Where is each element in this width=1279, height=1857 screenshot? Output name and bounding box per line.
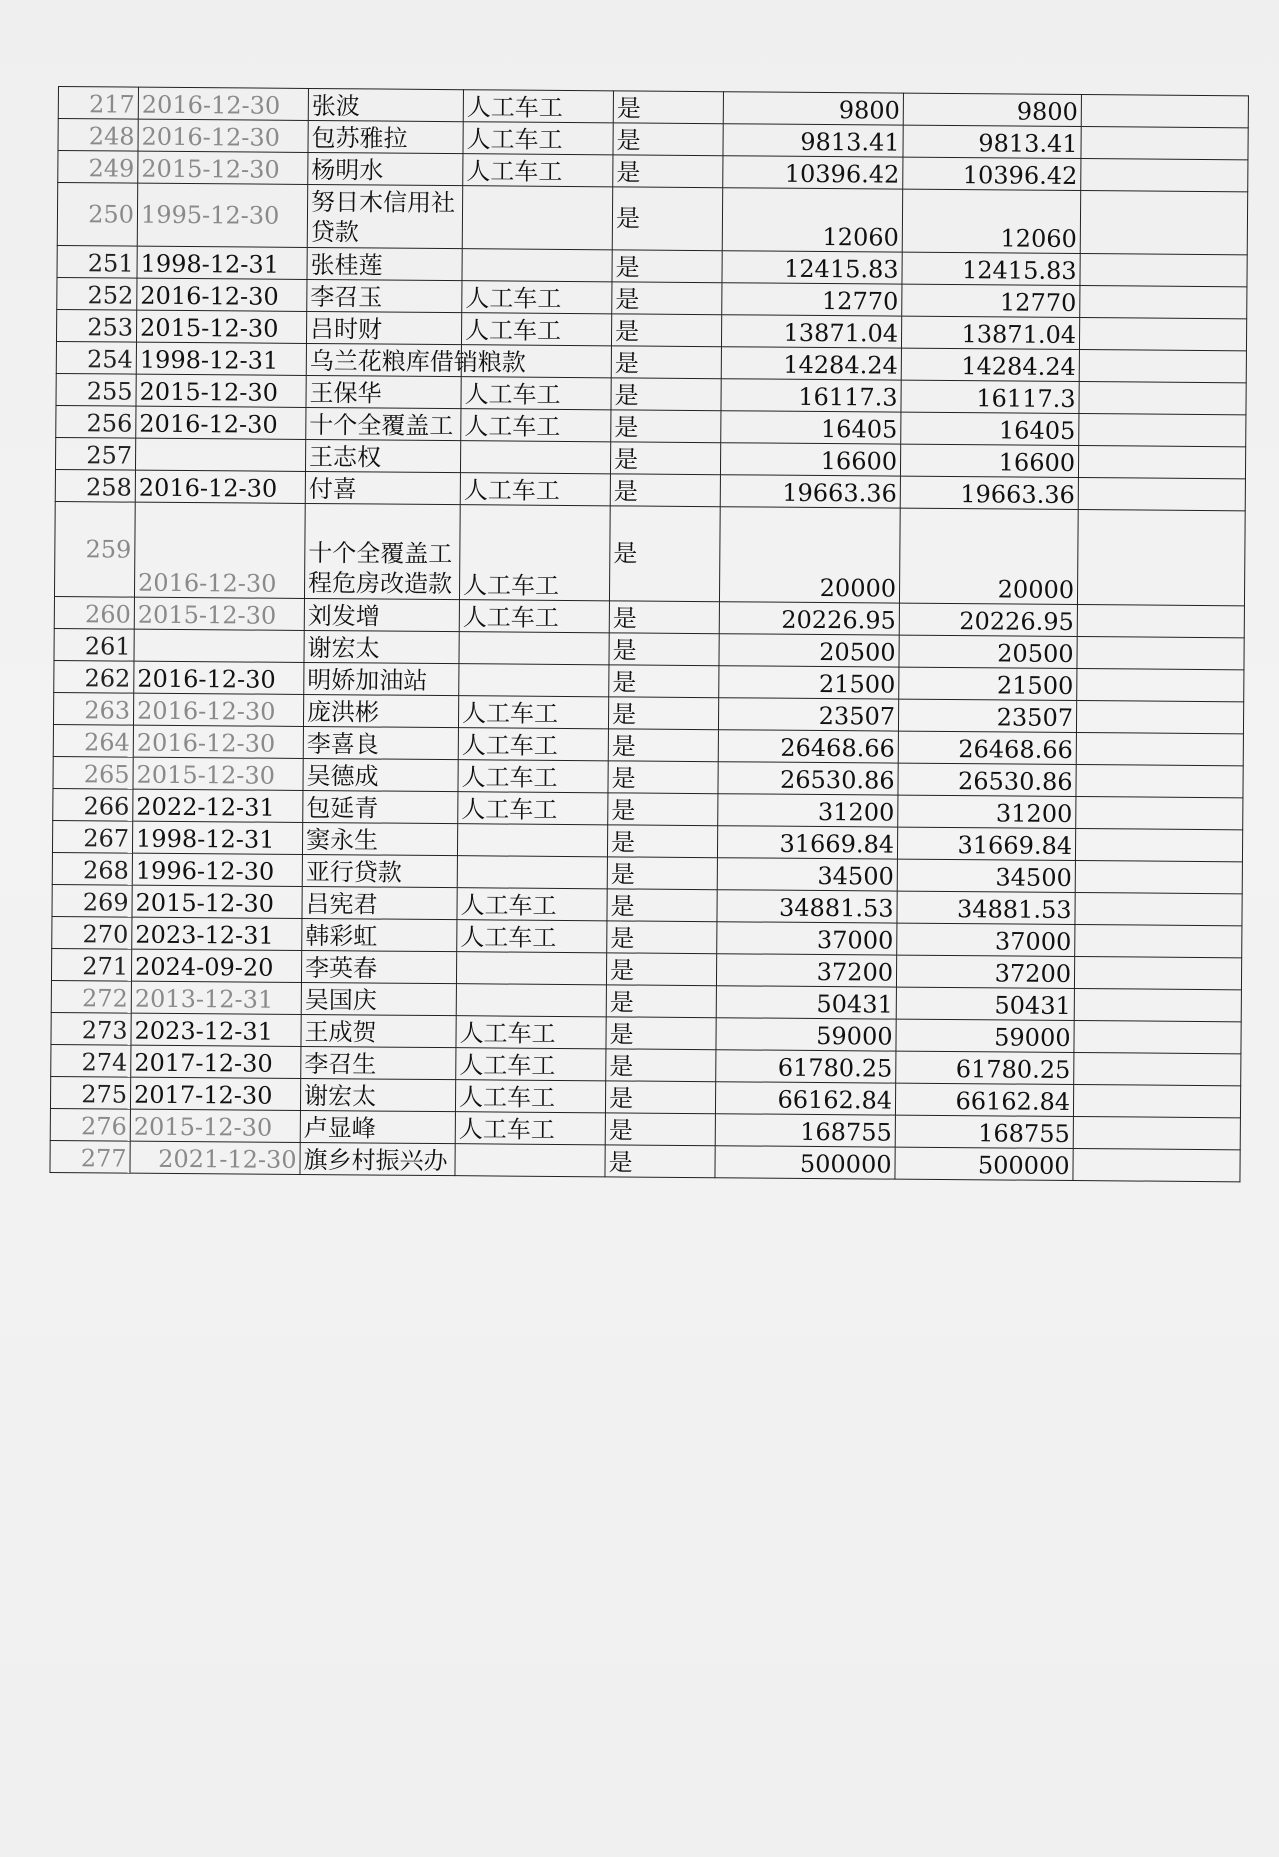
row-amount-2: 66162.84	[895, 1083, 1073, 1116]
row-name: 张桂莲	[307, 247, 462, 280]
row-amount-2: 20226.95	[899, 603, 1077, 636]
row-amount-1: 66162.84	[715, 1082, 895, 1115]
row-flag: 是	[605, 1145, 715, 1178]
row-number: 250	[57, 183, 137, 247]
row-type	[456, 952, 606, 985]
row-date: 2016-12-30	[135, 470, 305, 503]
row-date: 1998-12-31	[136, 342, 306, 375]
row-type: 人工车工	[456, 1016, 606, 1049]
row-number: 272	[51, 980, 131, 1013]
row-empty-cell	[1079, 414, 1246, 447]
row-type: 人工车工	[459, 600, 609, 633]
row-amount-2: 26468.66	[898, 731, 1076, 764]
row-name: 十个全覆盖工程危房改造款	[304, 503, 460, 599]
row-empty-cell	[1078, 478, 1245, 511]
row-amount-2: 16600	[900, 444, 1078, 477]
row-flag: 是	[612, 187, 722, 251]
row-flag: 是	[611, 314, 721, 347]
row-amount-1: 10396.42	[723, 156, 903, 189]
row-empty-cell	[1076, 765, 1243, 798]
row-number: 261	[54, 628, 134, 661]
row-type: 人工车工	[463, 154, 613, 187]
row-number: 263	[53, 692, 133, 725]
row-flag: 是	[607, 889, 717, 922]
row-amount-1: 168755	[715, 1114, 895, 1147]
row-amount-1: 61780.25	[716, 1050, 896, 1083]
row-type	[460, 441, 610, 474]
table-row	[54, 501, 1245, 605]
row-date: 2016-12-30	[133, 725, 303, 758]
row-empty-cell	[1080, 254, 1247, 287]
row-amount-1: 9800	[723, 92, 903, 125]
row-type	[456, 984, 606, 1017]
row-number: 276	[50, 1108, 130, 1141]
row-date: 2015-12-30	[138, 151, 308, 184]
row-empty-cell	[1076, 701, 1243, 734]
row-name: 努日木信用社贷款	[307, 184, 462, 248]
row-number: 248	[58, 119, 138, 152]
row-flag: 是	[612, 282, 722, 315]
row-date: 2016-12-30	[138, 87, 308, 120]
row-type: 人工车工	[458, 728, 608, 761]
row-name: 包苏雅拉	[308, 120, 463, 153]
row-number: 251	[57, 245, 137, 278]
row-amount-2: 23507	[898, 699, 1076, 732]
row-empty-cell	[1080, 286, 1247, 319]
row-amount-2: 10396.42	[903, 157, 1081, 190]
row-amount-2: 31669.84	[897, 827, 1075, 860]
row-type: 人工车工	[463, 90, 613, 123]
row-empty-cell	[1073, 1149, 1240, 1182]
row-flag: 是	[613, 123, 723, 156]
row-date: 2015-12-30	[132, 885, 302, 918]
row-date: 2016-12-30	[136, 406, 306, 439]
row-name: 杨明水	[308, 152, 463, 185]
row-amount-2: 12770	[902, 284, 1080, 317]
row-date: 2023-12-31	[131, 1013, 301, 1046]
row-amount-1: 26530.86	[718, 762, 898, 795]
row-empty-cell	[1073, 1085, 1240, 1118]
row-number: 273	[51, 1012, 131, 1045]
row-amount-2: 168755	[895, 1115, 1073, 1148]
row-date: 2022-12-31	[133, 789, 303, 822]
row-amount-1: 20000	[719, 507, 900, 603]
row-empty-cell	[1074, 989, 1241, 1022]
row-date: 2016-12-30	[134, 502, 305, 598]
row-flag: 是	[613, 155, 723, 188]
ledger-table	[49, 86, 1249, 1182]
row-name: 旗乡村振兴办	[300, 1142, 455, 1175]
row-empty-cell	[1075, 925, 1242, 958]
row-flag: 是	[605, 1081, 715, 1114]
row-amount-2: 31200	[898, 795, 1076, 828]
row-number: 249	[58, 151, 138, 184]
row-name: 十个全覆盖工	[306, 407, 461, 440]
row-type: 人工车工	[457, 920, 607, 953]
row-amount-2: 13871.04	[901, 316, 1079, 349]
row-name: 王成贺	[301, 1014, 456, 1047]
row-empty-cell	[1077, 669, 1244, 702]
row-empty-cell	[1075, 893, 1242, 926]
row-empty-cell	[1081, 95, 1248, 128]
row-amount-1: 34881.53	[717, 890, 897, 923]
row-date: 1995-12-30	[137, 183, 307, 247]
row-flag: 是	[606, 1049, 716, 1082]
row-empty-cell	[1073, 1117, 1240, 1150]
row-type: 人工车工	[462, 281, 612, 314]
row-name: 亚行贷款	[302, 854, 457, 887]
row-flag: 是	[611, 410, 721, 443]
row-empty-cell	[1079, 318, 1246, 351]
row-flag: 是	[607, 921, 717, 954]
row-amount-2: 26530.86	[898, 763, 1076, 796]
row-date: 2015-12-30	[134, 597, 304, 630]
row-name: 乌兰花粮库借销粮款	[306, 343, 461, 376]
row-flag: 是	[607, 825, 717, 858]
row-date: 1998-12-31	[132, 821, 302, 854]
row-date: 2015-12-30	[136, 310, 306, 343]
row-number: 264	[53, 724, 133, 757]
row-amount-1: 9813.41	[723, 124, 903, 157]
row-type	[459, 664, 609, 697]
row-empty-cell	[1081, 159, 1248, 192]
row-name: 谢宏太	[304, 630, 459, 663]
row-amount-2: 9800	[903, 93, 1081, 126]
row-number: 275	[50, 1076, 130, 1109]
row-name: 吕时财	[306, 311, 461, 344]
row-flag: 是	[613, 91, 723, 124]
row-empty-cell	[1074, 1021, 1241, 1054]
row-amount-2: 500000	[895, 1147, 1073, 1180]
row-name: 吕宪君	[302, 886, 457, 919]
row-amount-1: 23507	[718, 698, 898, 731]
row-amount-1: 31200	[718, 794, 898, 827]
row-name: 庞洪彬	[303, 694, 458, 727]
row-amount-1: 12770	[722, 283, 902, 316]
row-type	[455, 1144, 605, 1177]
row-type	[462, 249, 612, 282]
row-empty-cell	[1077, 637, 1244, 670]
row-flag: 是	[610, 442, 720, 475]
row-number: 255	[56, 373, 136, 406]
row-name: 包延青	[303, 790, 458, 823]
row-number: 277	[50, 1140, 130, 1173]
row-name: 王志权	[305, 439, 460, 472]
row-amount-2: 20000	[899, 508, 1078, 604]
row-amount-1: 20226.95	[719, 602, 899, 635]
row-number: 253	[56, 309, 136, 342]
row-number: 270	[52, 916, 132, 949]
row-amount-2: 14284.24	[901, 348, 1079, 381]
row-flag: 是	[606, 953, 716, 986]
row-empty-cell	[1080, 191, 1247, 255]
row-amount-1: 13871.04	[721, 315, 901, 348]
row-number: 262	[54, 660, 134, 693]
row-amount-2: 61780.25	[896, 1051, 1074, 1084]
row-date: 2015-12-30	[136, 374, 306, 407]
row-type	[459, 632, 609, 665]
row-number: 252	[57, 277, 137, 310]
row-empty-cell	[1074, 957, 1241, 990]
row-flag: 是	[606, 1017, 716, 1050]
row-name: 吴国庆	[301, 982, 456, 1015]
row-name: 付喜	[305, 471, 460, 504]
row-name: 卢显峰	[300, 1110, 455, 1143]
row-name: 明娇加油站	[304, 662, 459, 695]
row-type: 人工车工	[455, 1112, 605, 1145]
row-empty-cell	[1075, 861, 1242, 894]
row-amount-1: 34500	[717, 858, 897, 891]
row-amount-1: 500000	[715, 1146, 895, 1179]
row-empty-cell	[1079, 350, 1246, 383]
ledger-body	[50, 87, 1248, 1182]
row-type	[457, 824, 607, 857]
row-date: 2017-12-30	[131, 1045, 301, 1078]
row-date: 2016-12-30	[138, 119, 308, 152]
row-type	[457, 856, 607, 889]
row-flag: 是	[609, 633, 719, 666]
row-amount-2: 34500	[897, 859, 1075, 892]
row-amount-2: 50431	[896, 987, 1074, 1020]
row-flag: 是	[607, 857, 717, 890]
row-name: 韩彩虹	[302, 918, 457, 951]
row-number: 260	[54, 596, 134, 629]
row-amount-1: 20500	[719, 634, 899, 667]
row-date: 2013-12-31	[131, 981, 301, 1014]
row-amount-1: 19663.36	[720, 475, 900, 508]
row-number: 257	[55, 437, 135, 470]
row-flag: 是	[608, 697, 718, 730]
row-flag: 是	[608, 729, 718, 762]
row-type: 人工车工	[461, 409, 611, 442]
row-amount-1: 16405	[721, 411, 901, 444]
row-amount-1: 14284.24	[721, 347, 901, 380]
row-name: 张波	[308, 88, 463, 121]
row-date: 2024-09-20	[131, 949, 301, 982]
row-amount-1: 50431	[716, 986, 896, 1019]
row-amount-2: 12060	[902, 189, 1080, 253]
row-amount-1: 37000	[717, 922, 897, 955]
row-number: 266	[53, 788, 133, 821]
row-date: 1996-12-30	[132, 853, 302, 886]
row-type: 人工车工	[461, 377, 611, 410]
row-type: 人工车工	[457, 888, 607, 921]
row-type: 人工车工	[458, 760, 608, 793]
row-amount-1: 31669.84	[717, 826, 897, 859]
row-amount-2: 12415.83	[902, 252, 1080, 285]
row-amount-2: 9813.41	[903, 125, 1081, 158]
row-number: 274	[51, 1044, 131, 1077]
row-date: 2016-12-30	[137, 278, 307, 311]
row-amount-1: 12415.83	[722, 251, 902, 284]
row-type	[462, 186, 612, 250]
row-empty-cell	[1081, 127, 1248, 160]
row-name: 李召玉	[307, 279, 462, 312]
row-amount-2: 19663.36	[900, 476, 1078, 509]
row-type: 人工车工	[461, 313, 611, 346]
row-flag: 是	[608, 793, 718, 826]
row-type: 人工车工	[458, 696, 608, 729]
row-empty-cell	[1076, 733, 1243, 766]
row-name: 吴德成	[303, 758, 458, 791]
row-date: 1998-12-31	[137, 246, 307, 279]
row-name: 窦永生	[302, 822, 457, 855]
row-flag: 是	[608, 761, 718, 794]
row-amount-2: 16405	[901, 412, 1079, 445]
row-number: 256	[56, 405, 136, 438]
row-number: 258	[55, 469, 135, 502]
row-number: 259	[54, 501, 135, 597]
row-empty-cell	[1077, 510, 1245, 606]
row-date: 2023-12-31	[132, 917, 302, 950]
row-empty-cell	[1076, 797, 1243, 830]
row-flag: 是	[611, 346, 721, 379]
row-date: 2015-12-30	[133, 757, 303, 790]
row-number: 269	[52, 884, 132, 917]
row-amount-1: 26468.66	[718, 730, 898, 763]
row-empty-cell	[1074, 1053, 1241, 1086]
row-flag: 是	[609, 601, 719, 634]
row-flag: 是	[612, 250, 722, 283]
row-amount-2: 37000	[897, 923, 1075, 956]
row-number: 271	[51, 948, 131, 981]
row-empty-cell	[1079, 382, 1246, 415]
row-date: 2016-12-30	[133, 693, 303, 726]
row-amount-2: 34881.53	[897, 891, 1075, 924]
row-date: 2016-12-30	[134, 661, 304, 694]
row-amount-1: 37200	[716, 954, 896, 987]
row-flag: 是	[611, 378, 721, 411]
row-flag: 是	[609, 506, 720, 602]
row-name: 谢宏太	[300, 1078, 455, 1111]
row-number: 217	[58, 87, 138, 120]
row-name: 王保华	[306, 375, 461, 408]
row-number: 265	[53, 756, 133, 789]
row-type: 人工车工	[456, 1048, 606, 1081]
row-name: 李英春	[301, 950, 456, 983]
row-flag: 是	[609, 665, 719, 698]
row-empty-cell	[1077, 605, 1244, 638]
table-row	[57, 183, 1247, 255]
row-amount-1: 16117.3	[721, 379, 901, 412]
row-empty-cell	[1078, 446, 1245, 479]
row-number: 268	[52, 852, 132, 885]
row-empty-cell	[1075, 829, 1242, 862]
row-type: 人工车工	[463, 122, 613, 155]
row-amount-2: 21500	[899, 667, 1077, 700]
row-name: 李喜良	[303, 726, 458, 759]
row-amount-2: 59000	[896, 1019, 1074, 1052]
row-amount-2: 37200	[896, 955, 1074, 988]
row-amount-2: 20500	[899, 635, 1077, 668]
row-date	[135, 438, 305, 471]
row-type: 人工车工	[460, 473, 610, 506]
row-amount-1: 21500	[719, 666, 899, 699]
row-amount-2: 16117.3	[901, 380, 1079, 413]
row-number: 267	[52, 820, 132, 853]
row-date	[134, 629, 304, 662]
row-date: 2017-12-30	[130, 1077, 300, 1110]
row-amount-1: 12060	[722, 188, 902, 252]
row-type: 人工车工	[455, 1080, 605, 1113]
row-name: 刘发增	[304, 598, 459, 631]
row-flag: 是	[605, 1113, 715, 1146]
row-type: 人工车工	[458, 792, 608, 825]
row-amount-1: 16600	[720, 443, 900, 476]
row-flag: 是	[606, 985, 716, 1018]
row-amount-1: 59000	[716, 1018, 896, 1051]
row-type: 人工车工	[459, 505, 610, 601]
row-date: 2021-12-30	[130, 1141, 300, 1174]
row-name: 李召生	[301, 1046, 456, 1079]
row-flag: 是	[610, 474, 720, 507]
row-number: 254	[56, 341, 136, 374]
row-date: 2015-12-30	[130, 1109, 300, 1142]
